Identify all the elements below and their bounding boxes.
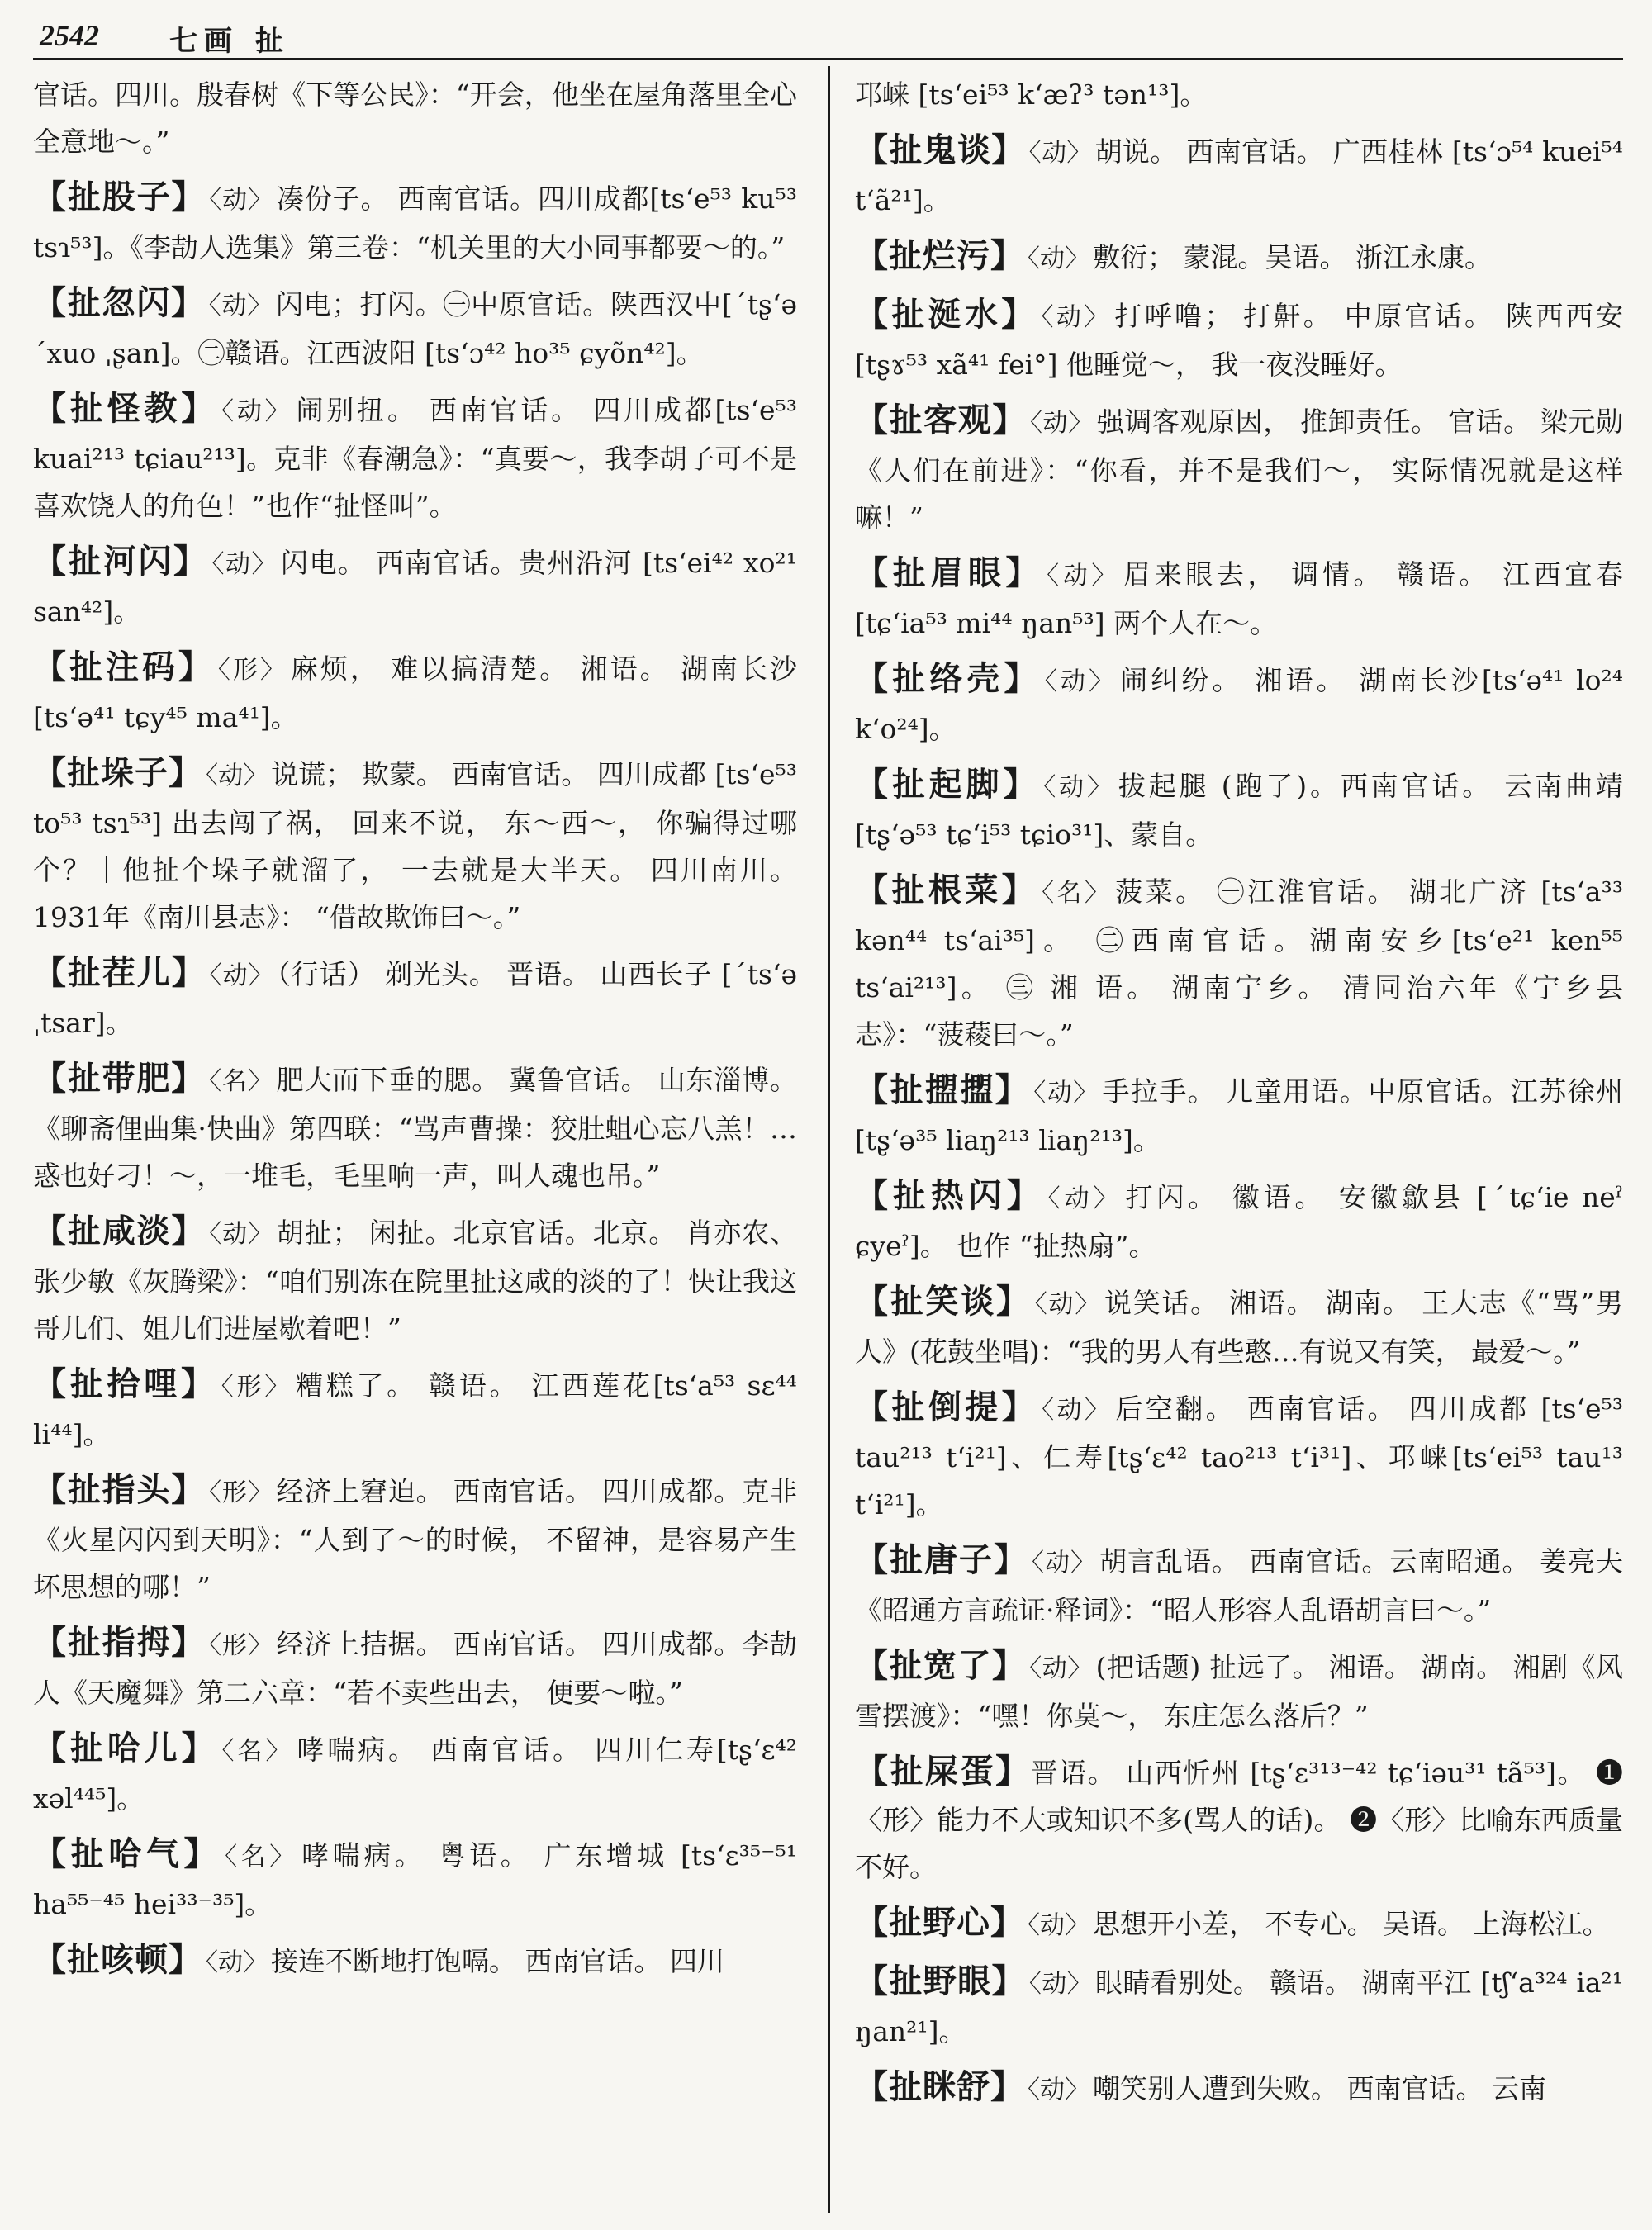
entry-headword: 【扯络壳】 xyxy=(855,659,1042,698)
entry-headword: 【扯唐子】 xyxy=(855,1540,1029,1579)
dictionary-entry xyxy=(33,643,797,741)
dictionary-entry xyxy=(855,866,1623,1058)
entry-definition: 思想开小差， 不专心。 吴语。 上海松江。 xyxy=(1093,1908,1610,1940)
dictionary-entry xyxy=(33,1830,797,1928)
entry-headword: 【扯忽闪】 xyxy=(33,283,206,322)
entry-definition: 闹纠纷。 湘语。 湖南长沙[ts‘ə⁴¹ lo²⁴ k‘o²⁴]。 xyxy=(855,664,1623,745)
entry-headword: 【扯烂污】 xyxy=(855,236,1024,275)
dictionary-entry xyxy=(33,1360,797,1458)
entry-definition: 闹别扭。 西南官话。 四川成都[ts‘e⁵³ kuai²¹³ tɕiau²¹³]。克非《春潮急》：“真要～，我李胡子可不是喜欢饶人的角色！”也作“扯怪叫”。 xyxy=(33,394,798,522)
entry-headword: 【扯茬儿】 xyxy=(33,953,206,992)
dictionary-entry xyxy=(855,126,1623,224)
dictionary-entry xyxy=(33,385,797,529)
entry-headword: 【扯咸淡】 xyxy=(33,1212,206,1250)
entry-definition: 后空翻。 西南官话。 四川成都 [ts‘e⁵³ tau²¹³ t‘i²¹]、仁寿[tʂ‘ɛ⁴² tao²¹³ t‘i³¹]、邛崃[ts‘ei⁵³ tau¹³ t‘i²¹]。 xyxy=(855,1393,1623,1521)
dictionary-entry xyxy=(33,1725,797,1822)
dictionary-entry xyxy=(855,396,1623,541)
entry-headword: 【扯倒提】 xyxy=(855,1388,1039,1426)
dictionary-entry xyxy=(855,655,1623,752)
entry-definition: 手拉手。 儿童用语。中原官话。江苏徐州 [tʂ‘ə³⁵ liaŋ²¹³ liaŋ²¹³]。 xyxy=(855,1075,1623,1156)
entry-definition: (把话题) 扯远了。 湘语。 湖南。 湘剧《风雪摆渡》：“嘿！你莫～， 东庄怎么落后？” xyxy=(855,1651,1623,1732)
dictionary-entry xyxy=(855,1536,1623,1634)
dictionary-entry xyxy=(855,1278,1623,1375)
dictionary-entry xyxy=(33,1055,797,1199)
entry-headword: 【扯怪教】 xyxy=(33,389,219,428)
dictionary-entry xyxy=(855,1383,1623,1528)
entry-part-of-speech: 〈动〉 xyxy=(1028,1911,1089,1940)
entry-headword: 【扯热闪】 xyxy=(855,1176,1045,1215)
dictionary-entry xyxy=(855,1066,1623,1164)
entry-part-of-speech: 〈动〉 xyxy=(1047,1184,1123,1213)
entry-part-of-speech: 〈形〉 xyxy=(217,656,287,685)
entry-definition: 接连不断地打饱嗝。 西南官话。 四川 xyxy=(271,1945,724,1977)
dictionary-entry xyxy=(855,1899,1623,1949)
entry-definition: 闪电。 西南官话。贵州沿河 [ts‘ei⁴² xo²¹ san⁴²]。 xyxy=(33,547,797,628)
right-column xyxy=(855,71,1623,2122)
entry-definition: 闪电；打闪。㊀中原官话。陕西汉中[ˊtʂ‘ə ˊxuo ˌʂan]。㊁赣语。江西波阳 [ts‘ɔ⁴² ho³⁵ ɕyõn⁴²]。 xyxy=(33,288,798,369)
dictionary-entry xyxy=(33,279,797,377)
section-heading: 七画 扯 xyxy=(169,25,290,58)
dictionary-entry xyxy=(33,1619,797,1716)
entry-part-of-speech: 〈动〉 xyxy=(1042,1396,1113,1425)
entry-part-of-speech: 〈动〉 xyxy=(1044,667,1118,696)
entry-part-of-speech: 〈名〉 xyxy=(209,1067,273,1096)
entry-part-of-speech: 〈动〉 xyxy=(1029,1654,1093,1683)
entry-headword: 【扯笑谈】 xyxy=(855,1282,1032,1321)
entry-part-of-speech: 〈形〉 xyxy=(209,1478,273,1507)
dictionary-entry xyxy=(855,232,1623,282)
entry-definition: 说笑话。 湘语。 湖南。 王大志《“骂”男人》(花鼓坐唱)：“我的男人有些憨…有说又有笑， 最爱～。” xyxy=(855,1287,1624,1368)
entry-part-of-speech: 〈动〉 xyxy=(209,1220,273,1249)
entry-part-of-speech: 〈动〉 xyxy=(206,762,268,790)
entry-definition: （行话） 剃光头。 晋语。 山西长子 [ˊts‘ə ˌtsar]。 xyxy=(33,958,798,1039)
entry-definition: 糟糕了。 赣语。 江西莲花[ts‘a⁵³ sɛ⁴⁴ li⁴⁴]。 xyxy=(33,1369,798,1450)
dictionary-entry xyxy=(33,749,797,941)
entry-part-of-speech: 〈动〉 xyxy=(1028,2076,1089,2104)
entry-definition: 哮喘病。 西南官话。 四川仁寿[tʂ‘ɛ⁴² xəl⁴⁴⁵]。 xyxy=(33,1734,797,1815)
entry-headword: 【扯野心】 xyxy=(855,1903,1024,1942)
entry-part-of-speech: 〈动〉 xyxy=(209,961,274,990)
entry-part-of-speech: 〈动〉 xyxy=(1033,1079,1099,1108)
entry-part-of-speech: 〈形〉 xyxy=(221,1373,292,1402)
entry-part-of-speech: 〈动〉 xyxy=(1043,773,1115,802)
entry-part-of-speech: 〈动〉 xyxy=(1028,1970,1093,1999)
entry-headword: 【扯哈气】 xyxy=(33,1834,222,1873)
entry-headword: 【扯擝擝】 xyxy=(855,1070,1031,1109)
entry-definition: 拔起腿 (跑了)。西南官话。 云南曲靖 [tʂ‘ə⁵³ tɕ‘i⁵³ tɕio³¹]、蒙自。 xyxy=(855,770,1624,851)
entry-part-of-speech: 〈动〉 xyxy=(1032,1549,1097,1578)
entry-definition: 肥大而下垂的腮。 冀鲁官话。 山东淄博。《聊斋俚曲集·快曲》第四联：“骂声曹操：狡肚蛆心忘八羔！…惑也好刁！～，一堆毛，毛里响一声，叫人魂也吊。” xyxy=(33,1064,798,1192)
entry-headword: 【扯指拇】 xyxy=(33,1623,206,1662)
entry-part-of-speech: 〈名〉 xyxy=(225,1843,298,1872)
entry-definition: 晋语。 山西忻州 [tʂ‘ɛ³¹³⁻⁴² tɕ‘iəu³¹ tã⁵³]。 ❶〈形〉能力不大或知识不多(骂人的话)。 ❷〈形〉比喻东西质量不好。 xyxy=(855,1757,1623,1883)
entry-headword: 【扯咳顿】 xyxy=(33,1940,202,1979)
entry-definition: 嘲笑别人遭到失败。 西南官话。 云南 xyxy=(1093,2072,1546,2104)
entry-continuation xyxy=(855,71,1623,118)
entry-part-of-speech: 〈动〉 xyxy=(208,292,273,320)
dictionary-entry xyxy=(33,1936,797,1986)
entry-definition: 经济上拮据。 西南官话。 四川成都。李劼人《天魔舞》第二六章：“若不卖些出去， 便要～啦。” xyxy=(33,1628,798,1709)
entry-definition: 哮喘病。 粤语。 广东增城 [ts‘ɛ³⁵⁻⁵¹ ha⁵⁵⁻⁴⁵ hei³³⁻³⁵]。 xyxy=(33,1839,798,1920)
entry-headword: 【扯宽了】 xyxy=(855,1646,1027,1685)
entry-definition: 官话。四川。殷春树《下等公民》：“开会，他坐在屋角落里全心全意地～。” xyxy=(33,78,797,158)
entry-headword: 【扯涎水】 xyxy=(855,295,1038,334)
left-column xyxy=(33,71,797,1995)
column-divider xyxy=(828,66,830,2213)
entry-definition: 打呼噜； 打鼾。 中原官话。 陕西西安 [tʂɤ⁵³ xã⁴¹ fei°] 他睡觉～， 我一夜没睡好。 xyxy=(855,300,1624,381)
entry-part-of-speech: 〈动〉 xyxy=(1028,139,1092,168)
entry-part-of-speech: 〈动〉 xyxy=(1041,303,1112,332)
entry-part-of-speech: 〈动〉 xyxy=(206,1948,268,1977)
entry-headword: 【扯指头】 xyxy=(33,1470,206,1509)
entry-headword: 【扯注码】 xyxy=(33,648,215,686)
dictionary-entry xyxy=(855,761,1623,858)
entry-definition: 眼睛看别处。 赣语。 湖南平江 [tʃ‘a³²⁴ ia²¹ ŋan²¹]。 xyxy=(855,1967,1624,2047)
entry-definition: 敷衍； 蒙混。吴语。 浙江永康。 xyxy=(1093,241,1492,273)
entry-definition: 菠菜。 ㊀江淮官话。 湖北广济 [ts‘a³³ kən⁴⁴ ts‘ai³⁵]。 ㊁西南官话。湖南安乡[ts‘e²¹ ken⁵⁵ ts‘ai²¹³]。 ㊂ 湘 语。 湖南宁乡。 清同治六年《宁乡县志》：“菠薐曰～。” xyxy=(855,875,1624,1051)
dictionary-entry xyxy=(33,1466,797,1611)
entry-headword: 【扯眯舒】 xyxy=(855,2067,1024,2106)
entry-headword: 【扯哈儿】 xyxy=(33,1729,219,1767)
dictionary-entry xyxy=(33,538,797,635)
dictionary-entry xyxy=(855,1748,1623,1891)
entry-continuation xyxy=(33,71,797,165)
entry-headword: 【扯鬼谈】 xyxy=(855,130,1026,169)
entry-headword: 【扯野眼】 xyxy=(855,1962,1026,2000)
entry-headword: 【扯垛子】 xyxy=(33,753,203,792)
entry-headword: 【扯股子】 xyxy=(33,178,206,216)
entry-definition: 麻烦， 难以搞清楚。 湘语。 湖南长沙 [ts‘ə⁴¹ tɕy⁴⁵ ma⁴¹]。 xyxy=(33,652,798,733)
page-number: 2542 xyxy=(40,19,99,52)
dictionary-entry xyxy=(855,1642,1623,1739)
entry-headword: 【扯眉眼】 xyxy=(855,553,1044,592)
entry-headword: 【扯屎蛋】 xyxy=(855,1752,1031,1791)
entry-definition: 打闪。 徽语。 安徽歙县 [ˊtɕ‘ie neˀ ɕyeˀ]。 也作 “扯热扇”。 xyxy=(855,1181,1624,1262)
entry-headword: 【扯客观】 xyxy=(855,401,1027,439)
entry-headword: 【扯带肥】 xyxy=(33,1059,206,1098)
entry-definition: 胡扯； 闲扯。北京官话。北京。 肖亦农、张少敏《灰腾梁》：“咱们别冻在院里扯这咸的淡的了！快让我这哥儿们、姐儿们进屋歇着吧！” xyxy=(33,1217,798,1345)
entry-definition: 强调客观原因， 推卸责任。 官话。 梁元勋《人们在前进》：“你看，并不是我们～， 实际情况就是这样嘛！” xyxy=(855,406,1624,534)
entry-headword: 【扯根菜】 xyxy=(855,871,1039,909)
entry-headword: 【扯拾哩】 xyxy=(33,1364,218,1403)
entry-part-of-speech: 〈动〉 xyxy=(1029,409,1094,438)
entry-part-of-speech: 〈动〉 xyxy=(1028,244,1089,273)
entry-definition: 胡说。 西南官话。 广西桂林 [ts‘ɔ⁵⁴ kuei⁵⁴ t‘ã²¹]。 xyxy=(855,135,1624,216)
entry-part-of-speech: 〈形〉 xyxy=(209,1631,273,1660)
dictionary-entry xyxy=(855,549,1623,647)
dictionary-entry xyxy=(855,1172,1623,1269)
entry-part-of-speech: 〈名〉 xyxy=(1042,879,1113,908)
entry-definition: 说谎； 欺蒙。 西南官话。 四川成都 [ts‘e⁵³ to⁵³ tsɿ⁵³] 出去闯了祸， 回来不说， 东～西～， 你骗得过哪个？｜他扯个垛子就溜了， 一去就是大半天。 四川南川。 1931年《南川县志》： “借故欺饰曰～。” xyxy=(33,758,797,933)
page-header xyxy=(0,0,1652,66)
dictionary-entry xyxy=(855,291,1623,388)
header-rule xyxy=(33,58,1623,60)
entry-headword: 【扯起脚】 xyxy=(855,765,1041,804)
entry-part-of-speech: 〈动〉 xyxy=(211,550,278,579)
entry-definition: 眉来眼去， 调情。 赣语。 江西宜春 [tɕ‘ia⁵³ mi⁴⁴ ŋan⁵³] 两个人在～。 xyxy=(855,558,1624,639)
dictionary-entry xyxy=(33,949,797,1046)
dictionary-entry xyxy=(855,1957,1623,2055)
entry-part-of-speech: 〈名〉 xyxy=(221,1737,294,1766)
dictionary-entry xyxy=(33,173,797,271)
entry-part-of-speech: 〈动〉 xyxy=(221,397,293,426)
entry-definition: 凑份子。 西南官话。四川成都[ts‘e⁵³ ku⁵³ tsɿ⁵³]。《李劼人选集》第三卷：“机关里的大小同事都要～的。” xyxy=(33,183,797,263)
dictionary-entry xyxy=(855,2063,1623,2114)
entry-definition: 胡言乱语。 西南官话。云南昭通。 姜亮夫《昭通方言疏证·释词》：“昭人形容人乱语胡言曰～。” xyxy=(855,1545,1624,1626)
entry-part-of-speech: 〈动〉 xyxy=(1047,562,1120,591)
entry-headword: 【扯河闪】 xyxy=(33,542,209,581)
entry-definition: 经济上窘迫。 西南官话。 四川成都。克非《火星闪闪到天明》：“人到了～的时候， 不留神，是容易产生坏思想的哪！” xyxy=(33,1475,798,1603)
dictionary-entry xyxy=(33,1208,797,1352)
entry-part-of-speech: 〈动〉 xyxy=(209,186,273,215)
entry-definition: 邛崃 [ts‘ei⁵³ k‘æʔ³ tən¹³]。 xyxy=(855,78,1208,111)
entry-part-of-speech: 〈动〉 xyxy=(1034,1290,1101,1319)
